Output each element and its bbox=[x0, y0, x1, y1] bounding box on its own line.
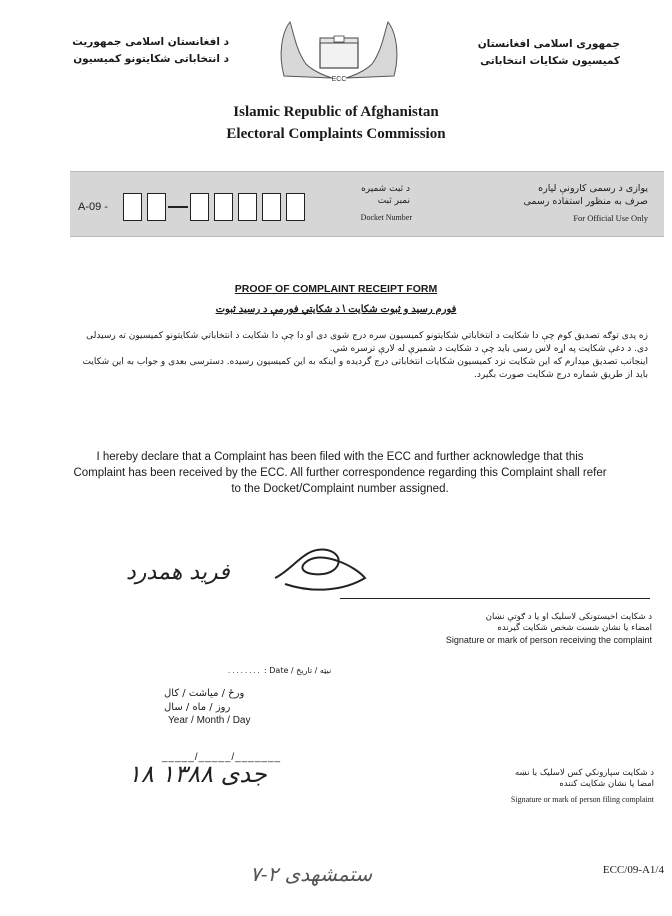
form-title-local: فورم رسید و ثبوت شکایت \ د شکایتي فورمې د رسید ثبوت bbox=[215, 304, 457, 315]
filer-label-local bbox=[470, 768, 654, 790]
declaration-dari: اینجانب تصدیق میدارم که این شکایت نزد کمیسیون شکایات انتخاباتی درج گردیده و اینکه به این کمیسیون رسیده. دسترسی بعدی و جواب به این شکایت باید از طریق شماره درج شکایت صورت بگیرد. bbox=[82, 357, 648, 380]
docket-digit-box[interactable] bbox=[123, 193, 142, 221]
docket-label-pashto: د ثبت شمیره bbox=[361, 184, 410, 194]
filer-label-en: Signature or mark of person filing complaint bbox=[510, 795, 654, 804]
official-use-local bbox=[488, 182, 648, 208]
handwritten-note: ستمشهدی ۲-۷ bbox=[250, 862, 373, 886]
docket-digit-box[interactable] bbox=[190, 193, 209, 221]
receiver-label-en: Signature or mark of person receiving the complaint bbox=[445, 635, 652, 645]
receiver-label-dari: امضاء یا نشان شست شخص شکایت گیرنده bbox=[497, 623, 652, 633]
filer-label-pashto: د شکایت سپارونکي کس لاسلیک یا نښه bbox=[514, 768, 654, 778]
month-en: Month bbox=[196, 715, 225, 726]
receiver-signature-line bbox=[340, 598, 650, 599]
docket-digit-box[interactable] bbox=[286, 193, 305, 221]
docket-digit-box[interactable] bbox=[147, 193, 166, 221]
date-parts-dari: روز / ماه / سال bbox=[164, 702, 231, 713]
official-use-en: For Official Use Only bbox=[573, 213, 648, 223]
docket-dash bbox=[168, 206, 188, 208]
date-parts-pashto: ورځ / میاشت / کال bbox=[164, 688, 245, 699]
title-country: Islamic Republic of Afghanistan bbox=[233, 104, 439, 120]
declaration-pashto: زه پدی توګه تصدیق کوم چې دا شکایت د انتخاباتي شکایتونو کمیسیون سره درج شوی دی او دا چې دا شکایت د انتخاباتي شکایتونو کمیسیون ته رسیدلی دی. د دغې شکایت په اړه لاس رسی باید چې د شکایت د شمیرې له لارې ترسره شي. bbox=[86, 331, 648, 354]
date-parts-en: Year / Month / Day bbox=[168, 715, 251, 726]
filer-label-dari: امضا یا نشان شکایت کننده bbox=[559, 779, 654, 789]
month-dari: ماه bbox=[192, 702, 207, 713]
year-en: Year bbox=[168, 715, 189, 726]
declaration-en: I hereby declare that a Complaint has been filed with the ECC and further acknowledge that this Complaint has been received by the ECC. All further correspondence regarding this Complaint shall refer to the Docket/Complaint number assigned. bbox=[73, 451, 607, 495]
docket-digit-box[interactable] bbox=[238, 193, 257, 221]
form-title: PROOF OF COMPLAINT RECEIPT FORM bbox=[234, 283, 438, 295]
docket-digit-box[interactable] bbox=[214, 193, 233, 221]
handwritten-date: ۱۸ جدی ۱۳۸۸ bbox=[128, 760, 267, 788]
title-commission: Electoral Complaints Commission bbox=[226, 126, 446, 142]
official-use-dari: صرف به منظور استفاده رسمی bbox=[523, 196, 648, 207]
header-pashto-line1: د افغانستان اسلامی جمهوریت bbox=[72, 36, 229, 48]
header-dari-line2: کمیسیون شکایات انتخاباتی bbox=[480, 55, 620, 67]
ecc-logo bbox=[276, 14, 402, 86]
docket-label-local bbox=[338, 183, 410, 207]
year-pashto: کال bbox=[164, 688, 180, 699]
receiver-signature bbox=[265, 538, 375, 600]
date-dots: ........ bbox=[228, 666, 262, 675]
header-dari-line1: جمهوری اسلامی افغانستان bbox=[477, 38, 620, 50]
year-dari: سال bbox=[164, 702, 183, 713]
form-code: ECC/09-A1/4 bbox=[602, 864, 664, 876]
docket-digit-box[interactable] bbox=[262, 193, 281, 221]
day-en: Day bbox=[232, 715, 251, 726]
official-use-pashto: یوازی د رسمی کارونې لپاره bbox=[538, 183, 648, 194]
declaration-local bbox=[70, 330, 648, 382]
header-pashto-text bbox=[54, 34, 229, 68]
docket-prefix: A-09 - bbox=[78, 201, 108, 213]
date-label: : Date / نیټه / تاریخ bbox=[264, 666, 332, 675]
header-dari-text bbox=[455, 36, 620, 70]
receiver-label-pashto: د شکایت اخیستونکی لاسلیک او یا د ګوتې نښان bbox=[485, 612, 652, 622]
docket-label-dari: نمبر ثبت bbox=[377, 196, 410, 206]
logo-text: ECC bbox=[331, 76, 347, 83]
header-pashto-line2: د انتخاباتی شکایتونو کمیسیون bbox=[73, 53, 229, 65]
day-pashto: ورځ bbox=[228, 688, 245, 699]
receiver-label-local bbox=[400, 612, 652, 634]
month-pashto: میاشت bbox=[188, 688, 219, 699]
handwritten-receiver-name: فرید همدرد bbox=[126, 560, 230, 585]
date-entry-line: _____/_____/_______ bbox=[162, 752, 282, 763]
day-dari: روز bbox=[215, 702, 231, 713]
docket-label-en: Docket Number bbox=[360, 213, 412, 222]
date-row bbox=[228, 666, 458, 675]
